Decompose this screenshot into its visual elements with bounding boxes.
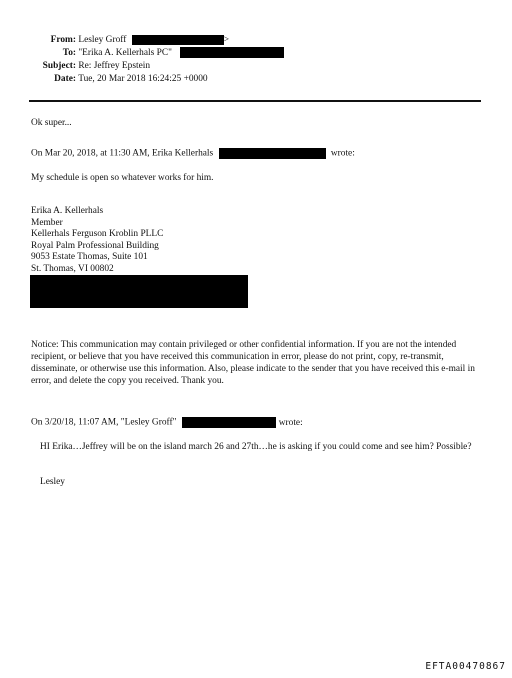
quote2-prefix: On 3/20/18, 11:07 AM, "Lesley Groff": [31, 417, 177, 428]
signature-line: Royal Palm Professional Building: [31, 240, 159, 251]
redaction-signature-contact: [30, 275, 248, 308]
to-value: "Erika A. Kellerhals PC": [78, 48, 172, 58]
signature-line: Kellerhals Ferguson Kroblin PLLC: [31, 229, 164, 240]
subject-value: Re: Jeffrey Epstein: [78, 61, 151, 71]
redaction-from-email: [132, 35, 224, 45]
redaction-to-email: [180, 47, 284, 58]
quote1-suffix: wrote:: [330, 148, 355, 159]
signature-line: Erika A. Kellerhals: [31, 206, 104, 216]
from-value: Lesley Groff: [78, 35, 127, 45]
from-suffix: >: [223, 35, 229, 45]
confidentiality-notice: Notice: This communication may contain privileged or other confidential information. If you are not the intended recipient, or believe that you have received this communication in error, please do not print, copy, re-transmit, disseminate, or otherwise use this information. Also, please indicate to the sender that you have received this e-mail in error, and delete the copy you received. Thank you.: [31, 340, 475, 386]
to-label: To:: [62, 48, 76, 58]
quote1-prefix: On Mar 20, 2018, at 11:30 AM, Erika Kellerhals: [31, 148, 214, 159]
signature-line: 9053 Estate Thomas, Suite 101: [31, 252, 148, 263]
document-id: EFTA00470867: [425, 661, 506, 672]
quote2-suffix: wrote:: [278, 417, 303, 428]
header-divider: [29, 100, 481, 102]
reply-text: Ok super...: [31, 118, 72, 128]
redaction-quote2-email: [182, 417, 276, 428]
quote1-text: My schedule is open so whatever works for him.: [31, 173, 214, 183]
signature-block: [31, 206, 163, 276]
signature-line: St. Thomas, VI 00802: [31, 263, 114, 274]
subject-label: Subject:: [42, 61, 76, 71]
date-label: Date:: [54, 74, 76, 84]
signature-line: Member: [31, 217, 63, 228]
quote1-header: [31, 148, 355, 159]
quote2-header: [31, 417, 303, 428]
quote2-sign: Lesley: [40, 477, 65, 487]
email-header: [0, 34, 512, 94]
date-value: Tue, 20 Mar 2018 16:24:25 +0000: [78, 74, 208, 84]
redaction-quote1-email: [219, 148, 326, 159]
from-label: From:: [50, 35, 76, 45]
quote2-text: HI Erika…Jeffrey will be on the island march 26 and 27th…he is asking if you could come and see him? Possible?: [40, 442, 472, 452]
